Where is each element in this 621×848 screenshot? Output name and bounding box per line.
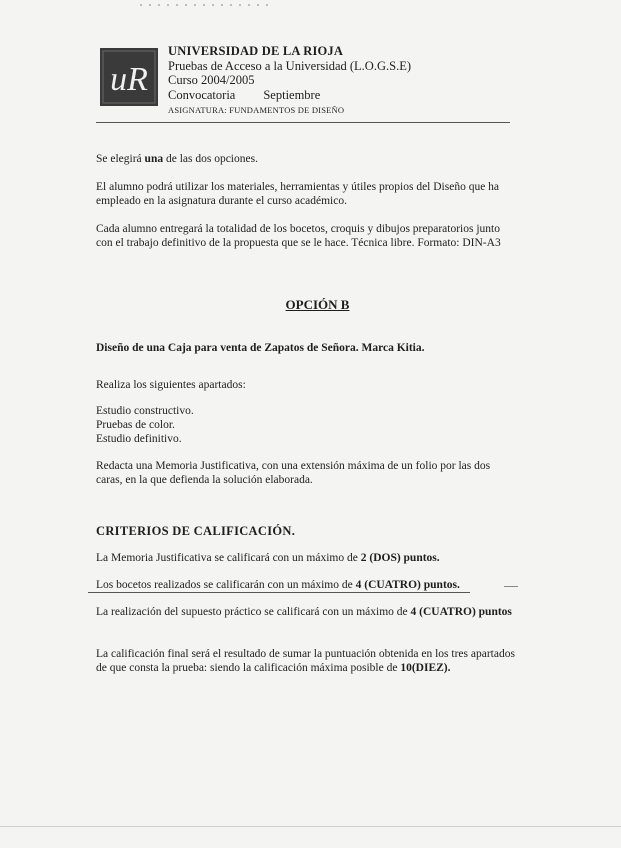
subject-line: ASIGNATURA: FUNDAMENTOS DE DISEÑO [168, 105, 345, 115]
criteria-title: CRITERIOS DE CALIFICACIÓN. [96, 524, 296, 538]
option-memoria: Redacta una Memoria Justificativa, con una extensión máxima de un folio por las dos caras, en la que defienda la solución elaborada. [96, 460, 491, 486]
scan-artifact [140, 4, 270, 6]
header-divider [96, 122, 510, 123]
intro-materials: El alumno podrá utilizar los materiales, herramientas y útiles propios del Diseño que ha empleado en la asignatura durante el curso académico. [96, 181, 500, 207]
criteria-3: La realización del supuesto práctico se calificará con un máximo de 4 (CUATRO) puntos [96, 606, 512, 618]
option-item: Estudio constructivo. [96, 405, 194, 417]
exam-header [168, 44, 508, 118]
option-instruction: Realiza los siguientes apartados: [96, 379, 246, 391]
university-name: UNIVERSIDAD DE LA RIOJA [168, 44, 344, 58]
criteria-1: La Memoria Justificativa se calificará con un máximo de 2 (DOS) puntos. [96, 552, 440, 564]
criteria-2: Los bocetos realizados se calificarán con un máximo de 4 (CUATRO) puntos. [96, 579, 460, 591]
call-label: Convocatoria [168, 87, 236, 102]
option-item: Estudio definitivo. [96, 433, 182, 445]
call-line [168, 88, 508, 103]
intro-choice: Se elegirá una de las dos opciones. [96, 153, 258, 165]
page-bottom-edge [0, 826, 621, 827]
scan-line-artifact [88, 592, 470, 593]
exam-name: Pruebas de Acceso a la Universidad (L.O.G.S.E) [168, 58, 411, 73]
university-logo-icon [100, 48, 158, 106]
course-year: Curso 2004/2005 [168, 73, 255, 87]
intro-delivery: Cada alumno entregará la totalidad de los bocetos, croquis y dibujos preparatorios junto con el trabajo definitivo de la propuesta que se le hace. Técnica libre. Formato: DIN-A3 [96, 223, 501, 249]
logo-lettering: uR [110, 61, 148, 98]
call-value: Septiembre [263, 87, 321, 102]
scan-mark-artifact [504, 586, 518, 587]
option-title: OPCIÓN B [285, 297, 350, 312]
option-task: Diseño de una Caja para venta de Zapatos de Señora. Marca Kitia. [96, 342, 425, 354]
criteria-4: La calificación final será el resultado de sumar la puntuación obtenida en los tres apartados de que consta la prueba: siendo la calificación máxima posible de 10(DIEZ). [96, 648, 515, 674]
option-item: Pruebas de color. [96, 419, 175, 431]
